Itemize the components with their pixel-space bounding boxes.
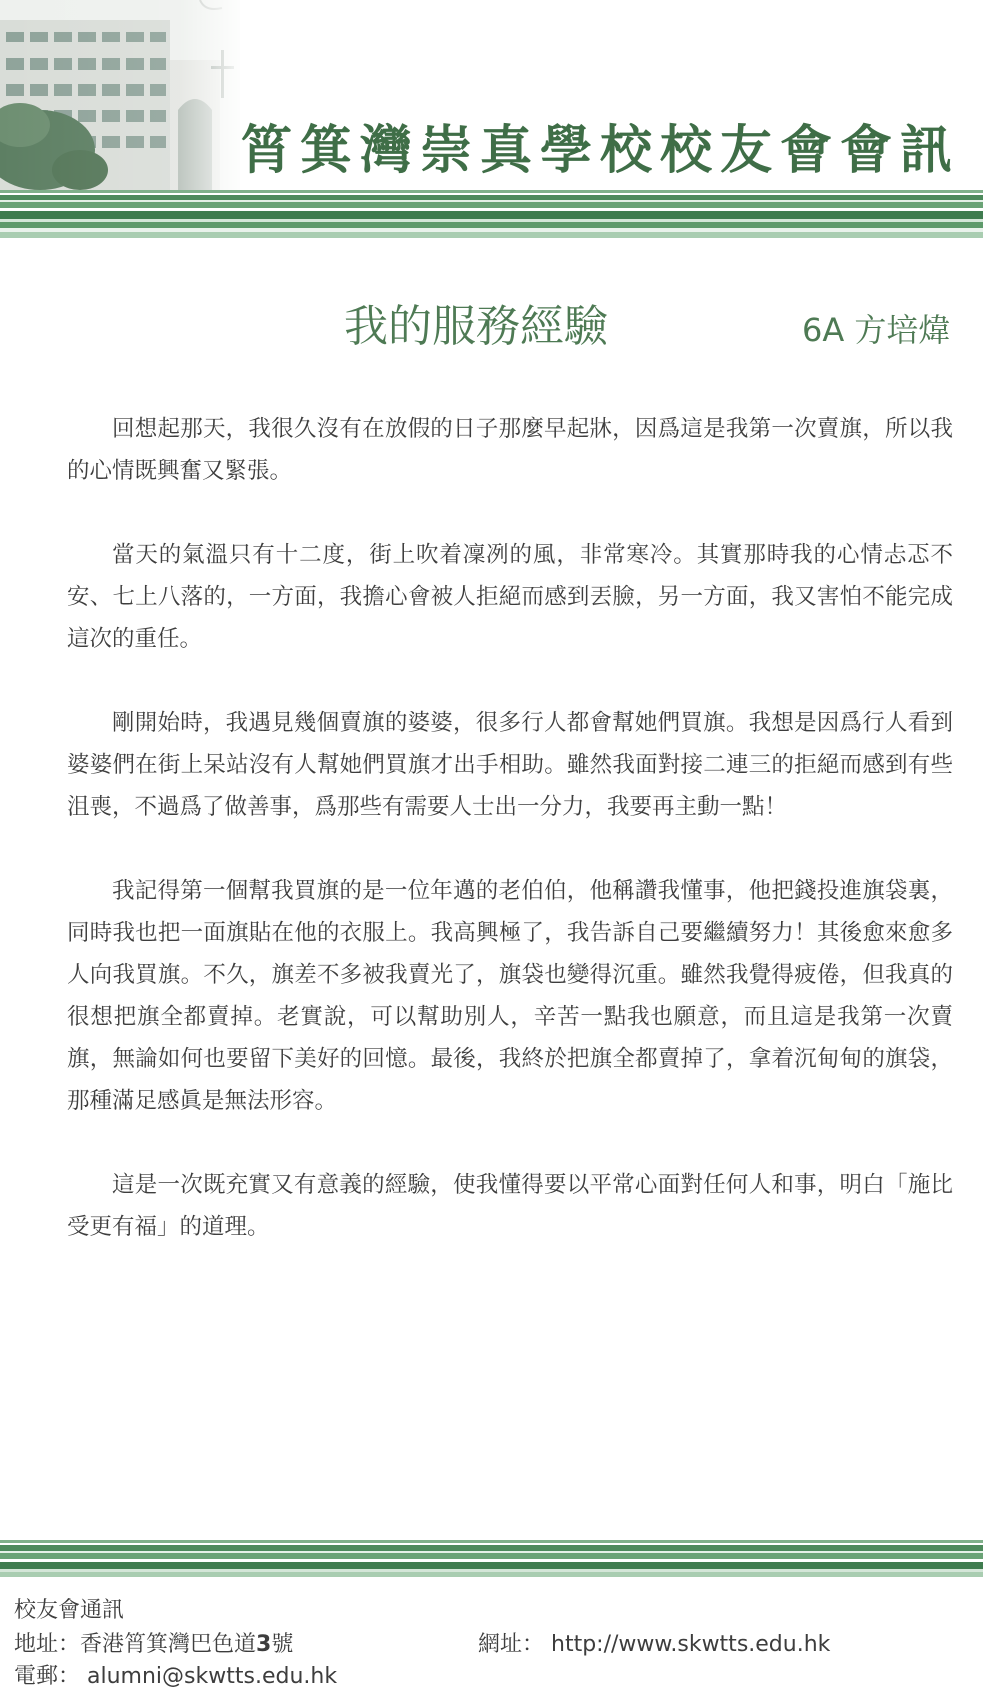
footer-newsletter-label: 校友會通訊 <box>14 1598 125 1623</box>
email-label: 電郵： <box>14 1664 81 1689</box>
address-suffix: 號 <box>271 1632 294 1657</box>
article-author: 6A 方培煒 <box>802 311 951 349</box>
website-link[interactable]: http://www.skwtts.edu.hk <box>551 1632 831 1657</box>
article-paragraph: 剛開始時，我遇見幾個賣旗的婆婆，很多行人都會幫她們買旗。我想是因爲行人看到婆婆們在街上呆站沒有人幫她們買旗才出手相助。雖然我面對接二連三的拒絕而感到有些沮喪，不過爲了做善事，爲那些有需要人士出一分力，我要再主動一點！ <box>67 710 953 820</box>
email-link[interactable]: alumni@skwtts.edu.hk <box>87 1664 338 1689</box>
address-number: 3 <box>256 1632 272 1657</box>
article-body <box>67 408 953 1290</box>
masthead-title: 筲箕灣崇真學校校友會會訊 <box>240 120 961 181</box>
article-paragraph: 回想起那天，我很久沒有在放假的日子那麼早起牀，因爲這是我第一次賣旗，所以我的心情既興奮又緊張。 <box>67 416 953 484</box>
footer-website <box>478 1627 830 1658</box>
article-paragraph: 我記得第一個幫我買旗的是一位年邁的老伯伯，他稱讚我懂事，他把錢投進旗袋裏，同時我也把一面旗貼在他的衣服上。我高興極了，我告訴自己要繼續努力！其後愈來愈多人向我買旗。不久，旗差不多被我賣光了，旗袋也變得沉重。雖然我覺得疲倦，但我真的很想把旗全都賣掉。老實說，可以幫助別人，辛苦一點我也願意，而且這是我第一次賣旗，無論如何也要留下美好的回憶。最後，我終於把旗全都賣掉了，拿着沉甸甸的旗袋，那種滿足感眞是無法形容。 <box>67 878 953 1114</box>
header-stripe-divider <box>0 190 983 238</box>
footer-email <box>14 1659 337 1690</box>
footer-stripe-divider <box>0 1540 983 1577</box>
website-label: 網址： <box>478 1632 545 1657</box>
address-label: 地址： <box>14 1632 81 1657</box>
article-paragraph: 這是一次既充實又有意義的經驗，使我懂得要以平常心面對任何人和事，明白「施比受更有福」的道理。 <box>67 1172 953 1240</box>
article-paragraph: 當天的氣溫只有十二度，街上吹着凜冽的風，非常寒冷。其實那時我的心情忐忑不安、七上八落的，一方面，我擔心會被人拒絕而感到丟臉，另一方面，我又害怕不能完成這次的重任。 <box>67 542 953 652</box>
address-value: 香港筲箕灣巴色道 <box>80 1632 257 1657</box>
newsletter-header <box>0 0 983 248</box>
footer-address <box>14 1627 293 1658</box>
school-building-photo <box>0 0 240 190</box>
article-title: 我的服務經驗 <box>344 301 608 352</box>
